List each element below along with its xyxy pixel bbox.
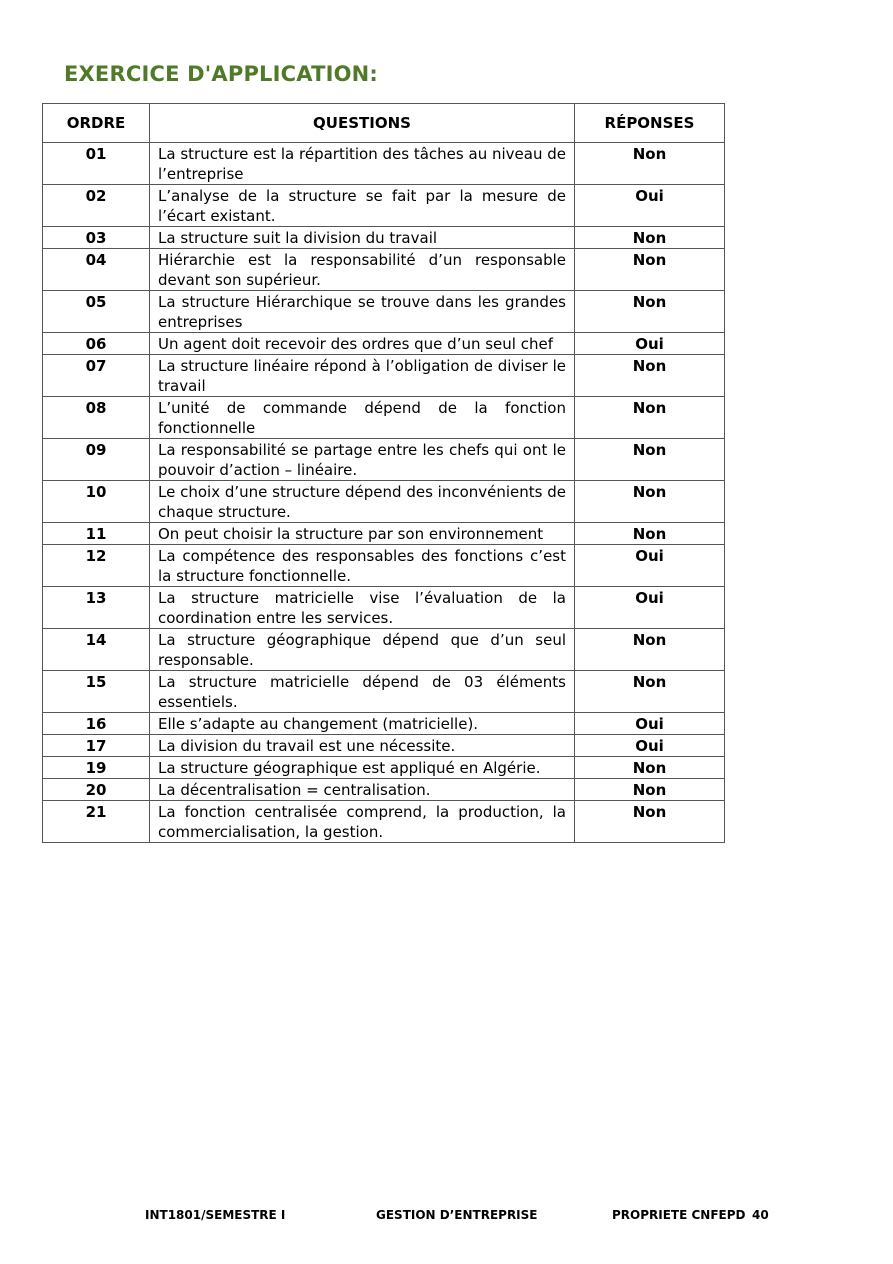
row-reponse: Oui <box>575 587 725 629</box>
exercise-table <box>42 103 725 843</box>
row-ordre: 12 <box>43 545 150 587</box>
row-reponse: Non <box>575 397 725 439</box>
table-row <box>43 671 725 713</box>
row-reponse: Oui <box>575 333 725 355</box>
row-ordre: 11 <box>43 523 150 545</box>
table-row <box>43 523 725 545</box>
row-ordre: 14 <box>43 629 150 671</box>
row-question: La structure Hiérarchique se trouve dans les grandes entreprises <box>150 291 575 333</box>
row-reponse: Oui <box>575 185 725 227</box>
row-reponse: Oui <box>575 735 725 757</box>
row-ordre: 20 <box>43 779 150 801</box>
row-reponse: Non <box>575 629 725 671</box>
row-ordre: 19 <box>43 757 150 779</box>
table-body <box>43 143 725 843</box>
header-questions: QUESTIONS <box>150 104 575 143</box>
row-question: La structure géographique dépend que d’un seul responsable. <box>150 629 575 671</box>
row-question: La structure matricielle vise l’évaluation de la coordination entre les services. <box>150 587 575 629</box>
header-ordre: ORDRE <box>43 104 150 143</box>
page-title: EXERCICE D'APPLICATION: <box>64 62 379 86</box>
row-question: Le choix d’une structure dépend des inconvénients de chaque structure. <box>150 481 575 523</box>
row-ordre: 13 <box>43 587 150 629</box>
row-ordre: 21 <box>43 801 150 843</box>
row-ordre: 09 <box>43 439 150 481</box>
row-reponse: Non <box>575 227 725 249</box>
table-row <box>43 757 725 779</box>
row-reponse: Non <box>575 143 725 185</box>
row-question: La structure suit la division du travail <box>150 227 575 249</box>
row-ordre: 06 <box>43 333 150 355</box>
row-reponse: Non <box>575 779 725 801</box>
row-question: L’unité de commande dépend de la fonction fonctionnelle <box>150 397 575 439</box>
table-row <box>43 545 725 587</box>
row-ordre: 16 <box>43 713 150 735</box>
row-reponse: Non <box>575 249 725 291</box>
row-ordre: 01 <box>43 143 150 185</box>
row-question: Hiérarchie est la responsabilité d’un responsable devant son supérieur. <box>150 249 575 291</box>
row-reponse: Non <box>575 671 725 713</box>
table-row <box>43 735 725 757</box>
row-ordre: 17 <box>43 735 150 757</box>
table-row <box>43 801 725 843</box>
table-row <box>43 227 725 249</box>
row-ordre: 08 <box>43 397 150 439</box>
row-ordre: 05 <box>43 291 150 333</box>
row-question: La décentralisation = centralisation. <box>150 779 575 801</box>
table-row <box>43 291 725 333</box>
row-question: Un agent doit recevoir des ordres que d’un seul chef <box>150 333 575 355</box>
table-row <box>43 629 725 671</box>
row-question: La compétence des responsables des fonctions c’est la structure fonctionnelle. <box>150 545 575 587</box>
row-question: La fonction centralisée comprend, la production, la commercialisation, la gestion. <box>150 801 575 843</box>
row-reponse: Non <box>575 355 725 397</box>
table-row <box>43 185 725 227</box>
footer-course-code: INT1801/SEMESTRE I <box>145 1208 286 1222</box>
page-number: 40 <box>752 1208 769 1222</box>
table-row <box>43 481 725 523</box>
row-question: On peut choisir la structure par son environnement <box>150 523 575 545</box>
row-question: La responsabilité se partage entre les chefs qui ont le pouvoir d’action – linéaire. <box>150 439 575 481</box>
table-row <box>43 439 725 481</box>
row-reponse: Non <box>575 801 725 843</box>
row-ordre: 02 <box>43 185 150 227</box>
row-reponse: Oui <box>575 545 725 587</box>
table-row <box>43 249 725 291</box>
row-reponse: Non <box>575 291 725 333</box>
row-question: La structure géographique est appliqué en Algérie. <box>150 757 575 779</box>
table-row <box>43 333 725 355</box>
table-row <box>43 779 725 801</box>
table-row <box>43 587 725 629</box>
row-reponse: Non <box>575 481 725 523</box>
row-ordre: 07 <box>43 355 150 397</box>
footer-property: PROPRIETE CNFEPD <box>612 1208 746 1222</box>
row-ordre: 15 <box>43 671 150 713</box>
row-ordre: 03 <box>43 227 150 249</box>
header-reponses: RÉPONSES <box>575 104 725 143</box>
table-row <box>43 355 725 397</box>
table-row <box>43 143 725 185</box>
table-row <box>43 713 725 735</box>
row-question: Elle s’adapte au changement (matricielle). <box>150 713 575 735</box>
row-question: La division du travail est une nécessite. <box>150 735 575 757</box>
row-question: La structure linéaire répond à l’obligation de diviser le travail <box>150 355 575 397</box>
footer-subject: GESTION D’ENTREPRISE <box>376 1208 538 1222</box>
row-reponse: Oui <box>575 713 725 735</box>
row-ordre: 04 <box>43 249 150 291</box>
table-header-row <box>43 104 725 143</box>
row-reponse: Non <box>575 757 725 779</box>
row-reponse: Non <box>575 523 725 545</box>
row-ordre: 10 <box>43 481 150 523</box>
row-question: La structure matricielle dépend de 03 éléments essentiels. <box>150 671 575 713</box>
row-question: La structure est la répartition des tâches au niveau de l’entreprise <box>150 143 575 185</box>
row-question: L’analyse de la structure se fait par la mesure de l’écart existant. <box>150 185 575 227</box>
row-reponse: Non <box>575 439 725 481</box>
table-row <box>43 397 725 439</box>
